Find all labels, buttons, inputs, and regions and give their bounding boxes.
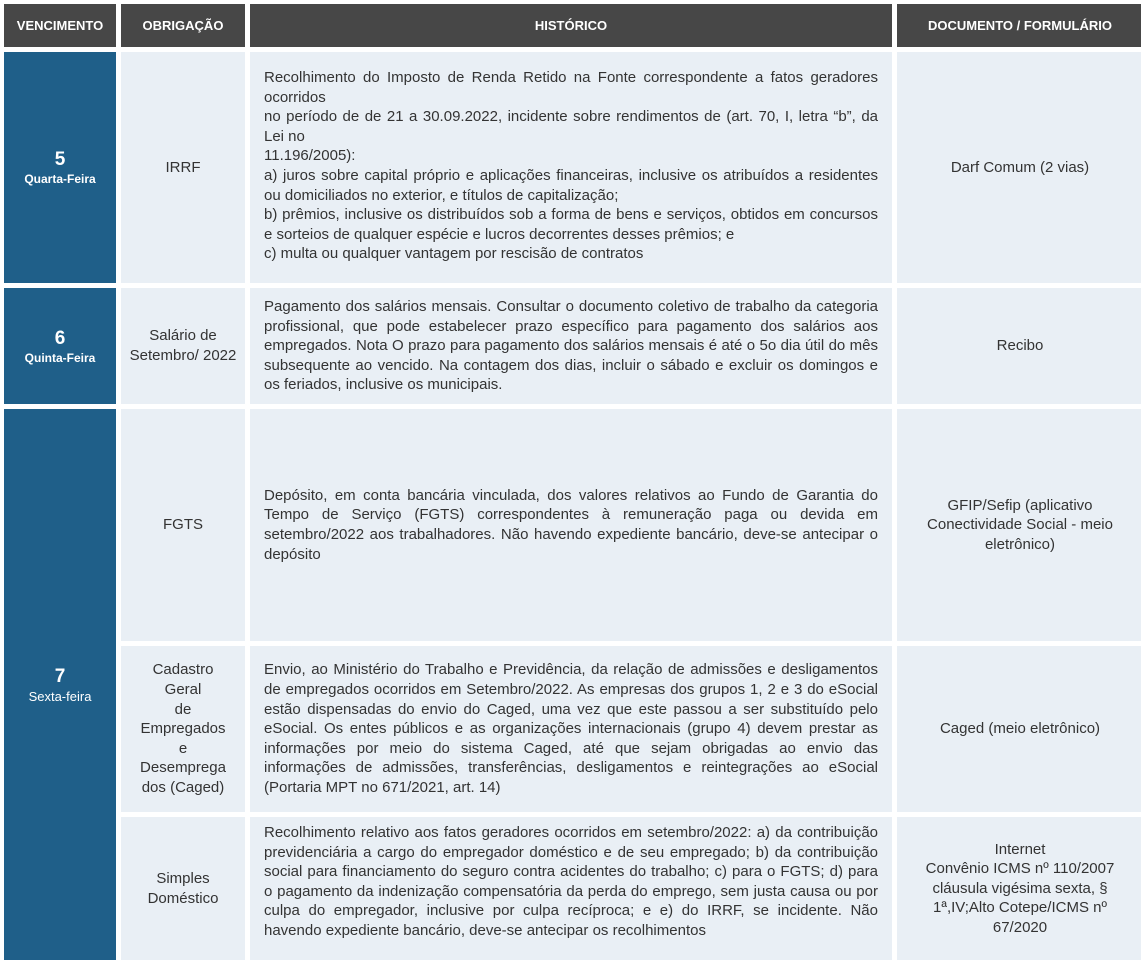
document-caged: Caged (meio eletrônico) — [897, 646, 1141, 812]
obligations-calendar-table — [4, 4, 1141, 960]
obligation-salario: Salário de Setembro/ 2022 — [121, 288, 245, 404]
header-vencimento: VENCIMENTO — [4, 4, 116, 47]
document-line: Convênio ICMS nº 110/2007 cláusula vigésima sexta, § 1ª,IV;Alto Cotepe/ICMS nº 67/2020 — [925, 860, 1115, 936]
due-weekday: Quinta-Feira — [24, 350, 96, 365]
due-date-5 — [4, 52, 116, 283]
obligation-fgts: FGTS — [121, 409, 245, 641]
history-line: 11.196/2005): — [264, 147, 356, 165]
obligation-line: de — [174, 700, 192, 718]
obligation-line: Geral — [164, 681, 202, 699]
due-date-6 — [4, 288, 116, 404]
history-fgts — [250, 409, 892, 641]
history-salario — [250, 288, 892, 404]
history-simples-domestico — [250, 817, 892, 960]
due-day-number: 6 — [54, 327, 66, 349]
obligation-line: Cadastro — [152, 661, 214, 679]
obligation-irrf: IRRF — [121, 52, 245, 283]
obligation-simples-domestico: Simples Doméstico — [121, 817, 245, 960]
history-irrf — [250, 52, 892, 283]
header-documento: DOCUMENTO / FORMULÁRIO — [897, 4, 1141, 47]
history-line: a) juros sobre capital próprio e aplicações financeiras, inclusive os atribuídos a residentes ou domiciliados no exterior, e títulos de capitalização; — [264, 166, 878, 204]
header-obrigacao: OBRIGAÇÃO — [121, 4, 245, 47]
history-text: Pagamento dos salários mensais. Consultar o documento coletivo de trabalho da categoria profissional, que pode estabelecer prazo específico para pagamento dos salários aos empregados. Nota O prazo para pagamento dos salários mensais é até o 5o dia útil do mês subsequente ao vencido. Na contagem dos dias, incluir o sábado e excluir os domingos e os feriados, inclusive os municipais. — [264, 298, 878, 394]
obligation-caged — [121, 646, 245, 812]
header-historico: HISTÓRICO — [250, 4, 892, 47]
obligation-line: dos (Caged) — [141, 778, 225, 796]
history-text: Depósito, em conta bancária vinculada, dos valores relativos ao Fundo de Garantia do Tempo de Serviço (FGTS) correspondentes à remuneração paga ou devida em setembro/2022 aos trabalhadores. Não havendo expediente bancário, deve-se antecipar o depósito — [264, 486, 878, 563]
due-day-number: 5 — [54, 149, 66, 170]
history-text: Envio, ao Ministério do Trabalho e Previdência, da relação de admissões e desligamentos de empregados ocorridos em Setembro/2022. As empresas dos grupos 1, 2 e 3 do eSocial estão dispensadas do envio do Caged, uma vez que este passou a ser substituído pelo eSocial. Os entes públicos e as organizações internacionais (grupo 4) devem prestar as informações por meio do sistema Caged, até que sejam obrigadas ao envio das informações de admissões, transferências, desligamentos e reintegrações ao eSocial (Portaria MPT no 671/2021, art. 14) — [264, 661, 878, 796]
document-fgts: GFIP/Sefip (aplicativo Conectividade Social - meio eletrônico) — [897, 409, 1141, 641]
history-line: no período de de 21 a 30.09.2022, incidente sobre rendimentos de (art. 70, I, letra “b”, da Lei no — [264, 108, 878, 145]
obligation-line: e — [178, 739, 188, 757]
history-caged — [250, 646, 892, 812]
document-simples-domestico — [897, 817, 1141, 960]
history-line: Recolhimento do Imposto de Renda Retido na Fonte correspondente a fatos geradores ocorridos — [264, 69, 878, 106]
obligation-line: Desemprega — [140, 759, 226, 777]
due-weekday: Quarta-Feira — [24, 172, 96, 186]
due-date-7 — [4, 409, 116, 960]
due-day-number: 7 — [54, 666, 66, 687]
document-irrf: Darf Comum (2 vias) — [897, 52, 1141, 283]
document-line: Internet — [994, 840, 1046, 858]
obligation-line: Empregados — [140, 720, 226, 738]
history-text: Recolhimento relativo aos fatos geradores ocorridos em setembro/2022: a) da contribuição previdenciária a cargo do empregador doméstico e de seu empregado; b) da contribuição social para financiamento do seguro contra acidentes do trabalho; c) para o FGTS; d) para o pagamento da indenização compensatória da perda do emprego, sem justa causa ou por culpa do empregador, inclusive por culpa recíproca; e e) do IRRF, se incidente. Não havendo expediente bancário, deve-se antecipar os recolhimentos — [264, 824, 878, 939]
history-line: c) multa ou qualquer vantagem por rescisão de contratos — [264, 245, 644, 263]
due-weekday: Sexta-feira — [28, 689, 92, 704]
history-line: b) prêmios, inclusive os distribuídos sob a forma de bens e serviços, obtidos em concursos e sorteios de qualquer espécie e lucros decorrentes desses prêmios; e — [264, 206, 878, 243]
document-salario: Recibo — [897, 288, 1141, 404]
